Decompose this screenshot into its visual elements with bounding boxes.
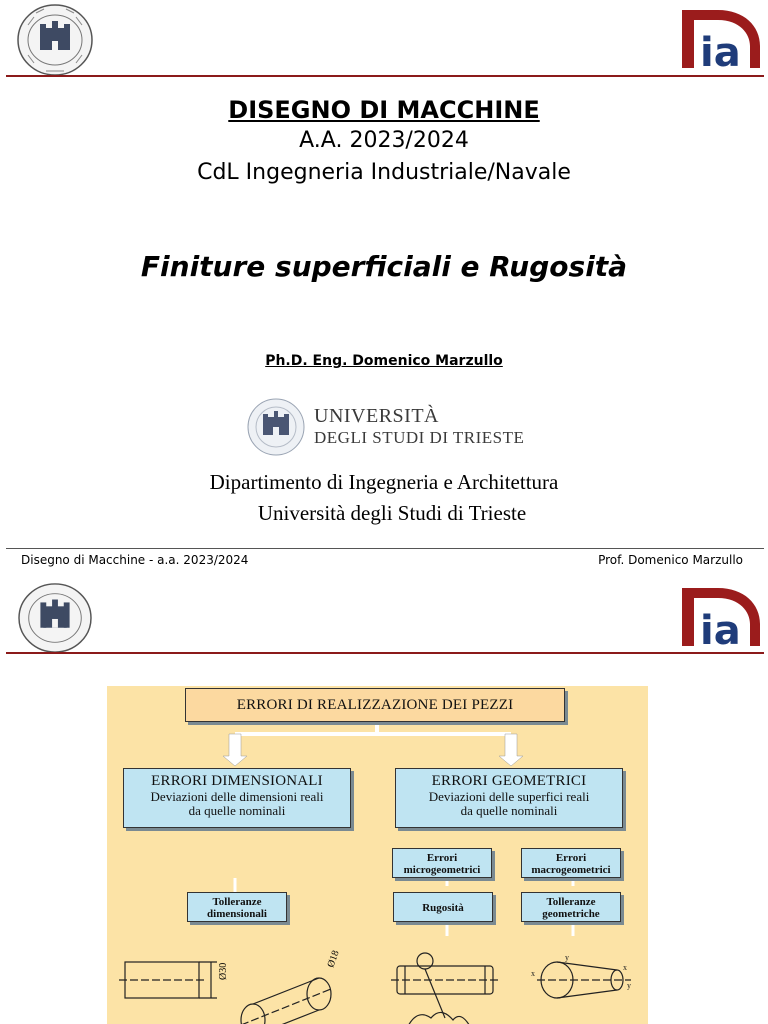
micro-line-1: Errori [426, 852, 458, 864]
university-name: Università degli Studi di Trieste [257, 501, 527, 525]
geometric-sketch [387, 948, 637, 1024]
svg-text:x: x [531, 969, 535, 978]
dimensional-errors-box [123, 768, 351, 828]
geometric-tolerances-box [521, 892, 621, 922]
dimensional-sketch [117, 948, 347, 1024]
course-title: DISEGNO DI MACCHINE [228, 96, 540, 124]
footer-course: Disegno di Macchine - a.a. 2023/2024 [21, 553, 249, 567]
macro-line-2: macrogeometrici [531, 864, 611, 876]
university-seal-icon [16, 3, 94, 77]
university-logo-sub: DEGLI STUDI DI TRIESTE [314, 428, 525, 447]
geometric-title: ERRORI GEOMETRICI [431, 773, 587, 789]
slide-separator [6, 548, 764, 549]
university-seal-icon [16, 582, 94, 654]
author-name: Ph.D. Eng. Domenico Marzullo [265, 353, 503, 369]
lecture-topic: Finiture superficiali e Rugosità [140, 250, 628, 283]
dimensional-tolerances-box [187, 892, 287, 922]
errors-diagram [107, 686, 648, 1024]
micro-errors-box [392, 848, 492, 878]
academic-year: A.A. 2023/2024 [299, 128, 469, 153]
micro-line-2: microgeometrici [403, 864, 481, 876]
tol-geo-line-2: geometriche [542, 908, 600, 920]
macro-line-1: Errori [555, 852, 587, 864]
dimensional-desc-2: da quelle nominali [188, 803, 286, 818]
tol-dim-line-2: dimensionali [207, 908, 267, 920]
geometric-desc-1: Deviazioni delle superfici reali [428, 789, 590, 804]
macro-errors-box [521, 848, 621, 878]
roughness-box [393, 892, 493, 922]
ia-logo-icon [678, 584, 762, 648]
geometric-errors-box [395, 768, 623, 828]
dimensional-title: ERRORI DIMENSIONALI [151, 773, 323, 789]
university-logo-name: UNIVERSITÀ [314, 405, 439, 427]
department-name: Dipartimento di Ingegneria e Architettura [209, 470, 559, 494]
university-logo [246, 396, 524, 458]
dim-label-2: Ø18 [325, 949, 342, 970]
footer-professor: Prof. Domenico Marzullo [598, 553, 743, 567]
content-slide [0, 548, 768, 1024]
university-emblem-icon [246, 397, 306, 457]
geometric-desc-2: da quelle nominali [460, 803, 558, 818]
dimensional-desc-1: Deviazioni delle dimensioni reali [150, 789, 324, 804]
ia-logo-text: ia [700, 608, 741, 648]
degree-program: CdL Ingegneria Industriale/Navale [197, 160, 571, 185]
svg-text:y: y [565, 953, 569, 962]
header-rule [6, 75, 764, 77]
header-rule [6, 652, 764, 654]
diagram-title-box [185, 688, 565, 722]
diagram-title: ERRORI DI REALIZZAZIONE DEI PEZZI [236, 697, 514, 713]
ia-logo-icon [678, 6, 762, 70]
dim-label-1: Ø30 [218, 962, 229, 980]
roughness-label: Rugosità [422, 902, 464, 914]
svg-text:y: y [627, 981, 631, 990]
tol-dim-line-1: Tolleranze [212, 896, 262, 908]
svg-text:x: x [623, 963, 627, 972]
ia-logo-text: ia [700, 30, 741, 70]
tol-geo-line-1: Tolleranze [546, 896, 596, 908]
